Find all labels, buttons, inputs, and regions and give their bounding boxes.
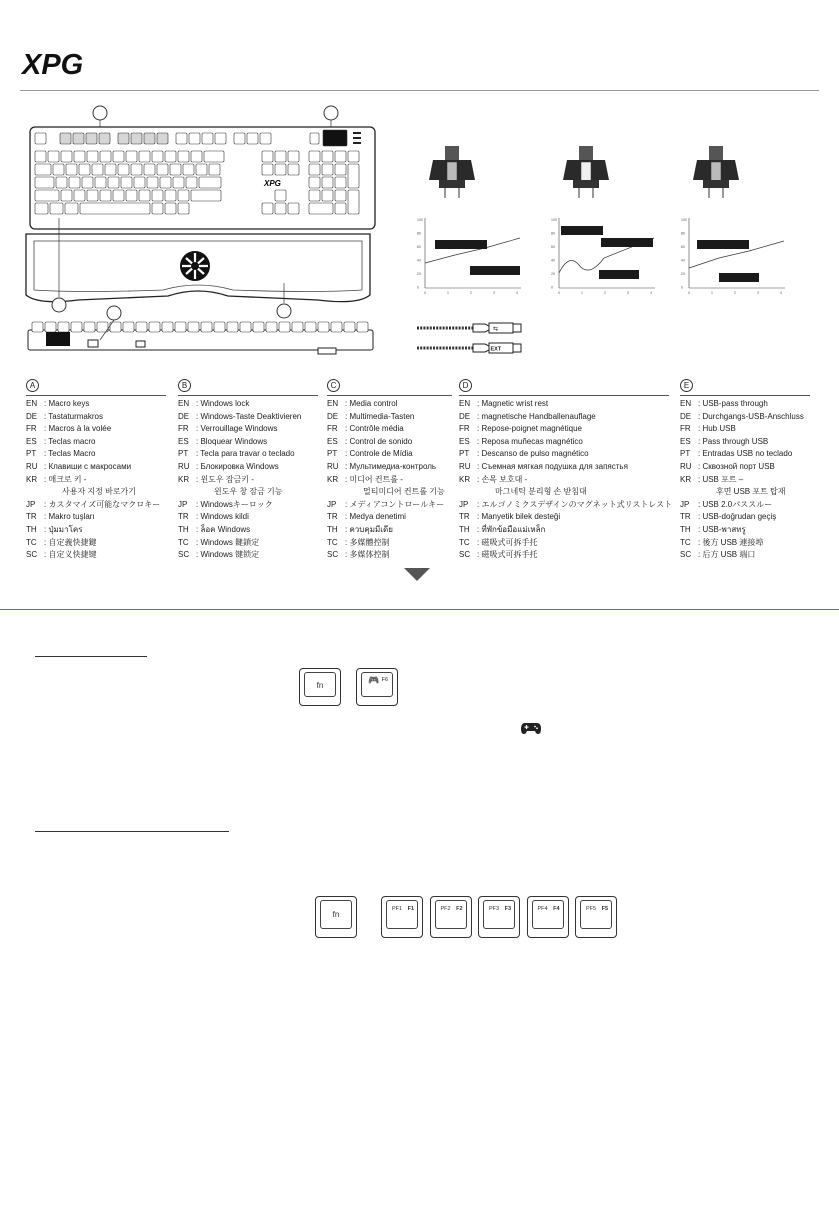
- keyboard-key: [73, 133, 84, 144]
- gamepad-icon: 🎮: [368, 675, 380, 685]
- svg-text:0: 0: [424, 291, 426, 295]
- legend-row: DE : Tastaturmakros: [26, 411, 103, 421]
- keyboard-key: [178, 190, 189, 201]
- svg-text:80: 80: [681, 231, 685, 236]
- xpg-logo: [20, 48, 125, 81]
- legend-row: ES : Control de sonido: [327, 436, 413, 446]
- legend-letter: E: [680, 379, 693, 392]
- legend-row: FR : Verrouillage Windows: [178, 424, 278, 434]
- legend-column-b: [178, 379, 318, 562]
- keyboard-key: [82, 177, 93, 188]
- keyboard-key: [288, 164, 299, 175]
- svg-text:40: 40: [551, 258, 555, 263]
- switch-illustrations: [395, 140, 782, 310]
- legend-letter: B: [178, 379, 191, 392]
- side-key: [136, 322, 147, 332]
- svg-text:80: 80: [417, 231, 421, 236]
- keyboard-key: [178, 151, 189, 162]
- switch-3: [693, 146, 739, 198]
- keyboard-key: [144, 133, 155, 144]
- callout-c: [52, 298, 66, 312]
- keyboard-key: [189, 133, 200, 144]
- legend-row: DE : Multimedia-Tasten: [327, 411, 415, 421]
- legend-column-e: [680, 379, 810, 562]
- keyboard-key: [170, 164, 181, 175]
- usb-cables: [415, 318, 525, 360]
- legend-row: DE : Windows-Taste Deaktivieren: [178, 411, 302, 421]
- keyboard-key: [61, 151, 72, 162]
- legend-row: KR : USB 포트 –: [680, 474, 744, 484]
- legend-row: TH : ปุ่มมาโคร: [26, 524, 83, 534]
- wrist-rest-logo: [180, 251, 210, 281]
- keyboard-key: [108, 177, 119, 188]
- keyboard-key: [50, 203, 63, 214]
- side-key: [162, 322, 173, 332]
- keyboard-key: [335, 164, 346, 175]
- legend-row: RU : Клавиши с макросами: [26, 461, 132, 471]
- keyboard-key: [165, 190, 176, 201]
- keyboard-key: [234, 133, 245, 144]
- keyboard-key: [139, 151, 150, 162]
- svg-text:40: 40: [681, 258, 685, 263]
- side-key: [71, 322, 82, 332]
- keyboard-key: [35, 190, 59, 201]
- keyboard-key: [323, 130, 347, 146]
- legend-row: SC : 自定义快捷键: [26, 550, 97, 560]
- svg-text:XPG: XPG: [22, 49, 84, 81]
- legend-row: JP : カスタマイズ可能なマクロキー: [26, 499, 161, 509]
- legend-row: DE : magnetische Handballenauflage: [459, 411, 596, 421]
- keyboard-key: [100, 190, 111, 201]
- keyboard-key: [147, 177, 158, 188]
- svg-text:0: 0: [551, 285, 553, 290]
- keyboard-key: [79, 164, 90, 175]
- keyboard-key: [69, 177, 80, 188]
- svg-text:2: 2: [604, 291, 606, 295]
- side-key: [344, 322, 355, 332]
- legend-row: KR : 손목 보호대 -: [459, 474, 528, 484]
- legend-row: EN : USB-pass through: [680, 399, 768, 408]
- side-key: [188, 322, 199, 332]
- legend-row: JP : エルゴノミクスデザインのマグネット式リストレスト: [459, 499, 673, 509]
- keyboard-key: [322, 177, 333, 188]
- svg-text:3: 3: [627, 291, 629, 295]
- legend-row: TH : ที่พักข้อมือแม่เหล็ก: [459, 524, 546, 534]
- legend-row: ES : Bloquear Windows: [178, 436, 268, 446]
- keyboard-key: [118, 164, 129, 175]
- keyboard-key: [113, 151, 124, 162]
- legend-row: ES : Reposa muñecas magnético: [459, 436, 583, 446]
- side-key: [45, 322, 56, 332]
- keyboard-key: [87, 151, 98, 162]
- keyboard-key: [262, 164, 273, 175]
- keyboard-key: [262, 203, 273, 214]
- pf-key-5: PF5 F5: [575, 896, 617, 938]
- keyboard-key: [35, 177, 54, 188]
- keyboard-key: [157, 133, 168, 144]
- legend-row: RU : Съемная мягкая подушка для запястья: [459, 461, 628, 471]
- side-key: [201, 322, 212, 332]
- side-key: [292, 322, 303, 332]
- keyboard-key: [348, 151, 359, 162]
- keyboard-key: [35, 164, 51, 175]
- side-key: [214, 322, 225, 332]
- section-1-underline: [35, 656, 147, 657]
- keyboard-key: [35, 133, 46, 144]
- keyboard-key: [322, 190, 333, 201]
- legend-row: EN : Media control: [327, 399, 398, 408]
- force-graph-3: [681, 218, 785, 295]
- keyboard-key: [178, 203, 189, 214]
- keyboard-key: [275, 164, 286, 175]
- keyboard-key: [186, 177, 197, 188]
- header-divider: [20, 90, 819, 91]
- legend-row: TR : Medya denetimi: [327, 512, 406, 522]
- force-graph-1: [417, 218, 521, 295]
- legend-row: SC : 后方 USB 端口: [680, 550, 756, 560]
- legend-row: KR : 매크로 키 -: [26, 474, 87, 484]
- legend-row: TH : ล็อค Windows: [178, 524, 251, 534]
- svg-text:2: 2: [470, 291, 472, 295]
- keyboard-key: [118, 133, 129, 144]
- keyboard-key: [209, 164, 220, 175]
- section-2-underline: [35, 831, 229, 832]
- side-key: [305, 322, 316, 332]
- pf-key-1: PF1 F1: [381, 896, 423, 938]
- svg-text:0: 0: [688, 291, 690, 295]
- keyboard-key: [309, 203, 333, 214]
- game-key-f-label: F6: [381, 677, 388, 683]
- keyboard-key: [260, 133, 271, 144]
- side-key: [279, 322, 290, 332]
- keyboard-key: [335, 190, 346, 201]
- keyboard-key: [48, 151, 59, 162]
- legend-row: 사용자 지정 바로가기: [62, 487, 136, 497]
- keyboard-key: [335, 177, 346, 188]
- keyboard-key: [348, 190, 359, 214]
- legend-row: PT : Teclas Macro: [26, 449, 96, 459]
- keyboard-key: [66, 164, 77, 175]
- keyboard-key: [56, 177, 67, 188]
- keyboard-key: [199, 177, 221, 188]
- legend-column-d: [459, 379, 673, 562]
- keyboard-key: [100, 151, 111, 162]
- legend-row: SC : 磁吸式可拆手托: [459, 550, 538, 560]
- legend-row: TC : 多媒體控制: [327, 537, 390, 547]
- legend-row: TC : Windows 鍵鎖定: [178, 537, 260, 547]
- pf-key-2: PF2 F2: [430, 896, 472, 938]
- legend-row: FR : Macros à la volée: [26, 424, 112, 434]
- keyboard-key: [191, 190, 221, 201]
- legend-row: FR : Hub USB: [680, 424, 736, 434]
- side-key: [253, 322, 264, 332]
- keyboard-key: [105, 164, 116, 175]
- svg-text:0: 0: [417, 285, 419, 290]
- keyboard-key: [152, 203, 163, 214]
- legend-row: TR : Makro tuşları: [26, 512, 95, 522]
- side-key: [84, 322, 95, 332]
- keyboard-diagram: [18, 100, 378, 365]
- side-key: [32, 322, 43, 332]
- svg-text:1: 1: [711, 291, 713, 295]
- legend-row: FR : Repose-poignet magnétique: [459, 424, 582, 434]
- legend-row: DE : Durchgangs-USB-Anschluss: [680, 411, 804, 421]
- svg-text:60: 60: [551, 245, 555, 249]
- keyboard-key: [165, 151, 176, 162]
- side-key: [318, 322, 329, 332]
- svg-text:100: 100: [417, 218, 423, 222]
- legend-row: PT : Tecla para travar o teclado: [178, 449, 295, 459]
- svg-text:1: 1: [447, 291, 449, 295]
- legend-row: TH : ควบคุมมีเดีย: [327, 524, 393, 534]
- keyboard-key: [335, 151, 346, 162]
- side-key: [357, 322, 368, 332]
- fn-key-1: fn: [299, 668, 341, 706]
- legend-row: PT : Descanso de pulso magnético: [459, 449, 589, 459]
- gamepad-icon: [520, 720, 542, 736]
- keyboard-key: [196, 164, 207, 175]
- keyboard-key: [86, 133, 97, 144]
- legend-row: TH : USB-พาสทรู: [680, 524, 746, 534]
- keyboard-key: [131, 133, 142, 144]
- legend-row: PT : Entradas USB no teclado: [680, 449, 793, 459]
- legend-row: EN : Windows lock: [178, 399, 250, 408]
- legend-row: 멀티미디어 컨트롤 기능: [363, 487, 445, 497]
- legend-row: ES : Teclas macro: [26, 436, 96, 446]
- svg-text:20: 20: [681, 272, 685, 276]
- legend-column-c: [327, 379, 452, 562]
- legend-letter: D: [459, 379, 472, 392]
- svg-text:0: 0: [558, 291, 560, 295]
- keyboard-key: [53, 164, 64, 175]
- legend-row: SC : 多媒体控制: [327, 550, 390, 560]
- legend-row: 후면 USB 포트 탑재: [716, 487, 786, 497]
- keyboard-key: [322, 164, 333, 175]
- legend-row: ES : Pass through USB: [680, 436, 769, 446]
- legend-row: JP : Windowsキーロック: [178, 499, 273, 509]
- legend-row: FR : Contrôle média: [327, 424, 404, 434]
- keyboard-logo: XPG: [264, 179, 281, 188]
- keyboard-key: [160, 177, 171, 188]
- keyboard-key: [183, 164, 194, 175]
- svg-text:1: 1: [581, 291, 583, 295]
- side-key: [58, 322, 69, 332]
- side-key: [123, 322, 134, 332]
- down-arrow-icon: [404, 568, 430, 581]
- legend-row: KR : 미디어 컨트롤 -: [327, 474, 403, 484]
- keyboard-key: [144, 164, 155, 175]
- keyboard-key: [275, 190, 286, 201]
- usb-cable-1: [417, 323, 521, 333]
- svg-text:60: 60: [681, 245, 685, 249]
- usb-cable-2: [417, 343, 521, 353]
- keyboard-key: [35, 151, 46, 162]
- legend-row: KR : 윈도우 잠금키 -: [178, 474, 254, 484]
- pf-key-4: PF4 F4: [527, 896, 569, 938]
- keyboard-key: [309, 177, 320, 188]
- svg-text:100: 100: [681, 218, 687, 222]
- svg-text:3: 3: [757, 291, 759, 295]
- legend-row: JP : メディアコントロールキー: [327, 499, 445, 509]
- keyboard-key: [139, 190, 150, 201]
- svg-text:4: 4: [650, 291, 652, 295]
- force-graph-2: [551, 218, 655, 295]
- legend-row: TR : USB-doğrudan geçiş: [680, 512, 777, 522]
- keyboard-key: [288, 151, 299, 162]
- keyboard-key: [60, 133, 71, 144]
- side-key: [240, 322, 251, 332]
- keyboard-key: [131, 164, 142, 175]
- keyboard-key: [309, 190, 320, 201]
- keyboard-key: [288, 203, 299, 214]
- keyboard-key: [309, 151, 320, 162]
- keyboard-key: [134, 177, 145, 188]
- legend-row: EN : Macro keys: [26, 399, 90, 408]
- fn-key-2: fn: [315, 896, 357, 938]
- keyboard-key: [275, 203, 286, 214]
- svg-text:0: 0: [681, 285, 683, 290]
- callout-e: [107, 306, 121, 320]
- legend-row: TC : 磁吸式可拆手托: [459, 537, 538, 547]
- keyboard-key: [176, 133, 187, 144]
- keyboard-key: [126, 151, 137, 162]
- keyboard-key: [275, 151, 286, 162]
- svg-text:20: 20: [417, 272, 421, 276]
- keyboard-key: [165, 203, 176, 214]
- callout-d: [277, 304, 291, 318]
- keyboard-key: [152, 151, 163, 162]
- legend-row: TC : 後方 USB 連接埠: [680, 537, 764, 547]
- section-divider: [0, 609, 839, 610]
- svg-text:4: 4: [780, 291, 782, 295]
- legend-row: RU : Сквозной порт USB: [680, 461, 775, 471]
- legend-row: TR : Windows kildi: [178, 512, 249, 522]
- keyboard-key: [335, 203, 346, 214]
- side-key: [227, 322, 238, 332]
- keyboard-key: [152, 190, 163, 201]
- legend-letter: A: [26, 379, 39, 392]
- keyboard-key: [95, 177, 106, 188]
- svg-text:3: 3: [493, 291, 495, 295]
- keyboard-key: [80, 203, 150, 214]
- keyboard-key: [113, 190, 124, 201]
- keyboard-key: [215, 133, 226, 144]
- keyboard-key: [173, 177, 184, 188]
- legend-row: PT : Controle de Mídia: [327, 449, 413, 459]
- keyboard-key: [99, 133, 110, 144]
- keyboard-key: [348, 164, 359, 188]
- keyboard-key: [126, 190, 137, 201]
- legend-row: SC : Windows 键锁定: [178, 550, 260, 560]
- svg-text:80: 80: [551, 231, 555, 236]
- keyboard-key: [322, 151, 333, 162]
- svg-text:60: 60: [417, 245, 421, 249]
- legend-row: TR : Manyetik bilek desteği: [459, 512, 561, 522]
- switch-1: [429, 146, 475, 198]
- side-key: [266, 322, 277, 332]
- keyboard-key: [35, 203, 48, 214]
- svg-text:100: 100: [551, 218, 557, 222]
- legend-row: EN : Magnetic wrist rest: [459, 399, 549, 408]
- legend-row: JP : USB 2.0パススルー: [680, 499, 773, 509]
- legend-letter: C: [327, 379, 340, 392]
- keyboard-key: [247, 133, 258, 144]
- keyboard-key: [262, 151, 273, 162]
- pf-key-3: PF3 F3: [478, 896, 520, 938]
- ext-label: EXT: [490, 346, 502, 353]
- legend-row: TC : 自定義快捷鍵: [26, 537, 97, 547]
- keyboard-key: [309, 164, 320, 175]
- game-mode-key: [356, 668, 398, 706]
- keyboard-key: [191, 151, 202, 162]
- keyboard-key: [92, 164, 103, 175]
- keyboard-key: [87, 190, 98, 201]
- svg-text:4: 4: [516, 291, 518, 295]
- side-key: [175, 322, 186, 332]
- svg-text:20: 20: [551, 272, 555, 276]
- keyboard-key: [74, 151, 85, 162]
- legend-row: 윈도우 창 잠금 기능: [214, 487, 283, 497]
- legend-row: RU : Мультимедиа-контроль: [327, 461, 437, 471]
- keyboard-key: [157, 164, 168, 175]
- legend-row: RU : Блокировка Windows: [178, 461, 279, 471]
- legend-column-a: [26, 379, 166, 562]
- legend-row: 마그네틱 분리형 손 받침대: [495, 487, 587, 497]
- switch-2: [563, 146, 609, 198]
- svg-text:⇆: ⇆: [493, 326, 499, 333]
- keyboard-key: [121, 177, 132, 188]
- keyboard-key: [74, 190, 85, 201]
- keyboard-key: [204, 151, 224, 162]
- keyboard-key: [61, 190, 72, 201]
- keyboard-key: [65, 203, 78, 214]
- side-key: [331, 322, 342, 332]
- side-key: [149, 322, 160, 332]
- svg-text:2: 2: [734, 291, 736, 295]
- keyboard-key: [202, 133, 213, 144]
- keyboard-key: [310, 133, 319, 144]
- svg-text:40: 40: [417, 258, 421, 263]
